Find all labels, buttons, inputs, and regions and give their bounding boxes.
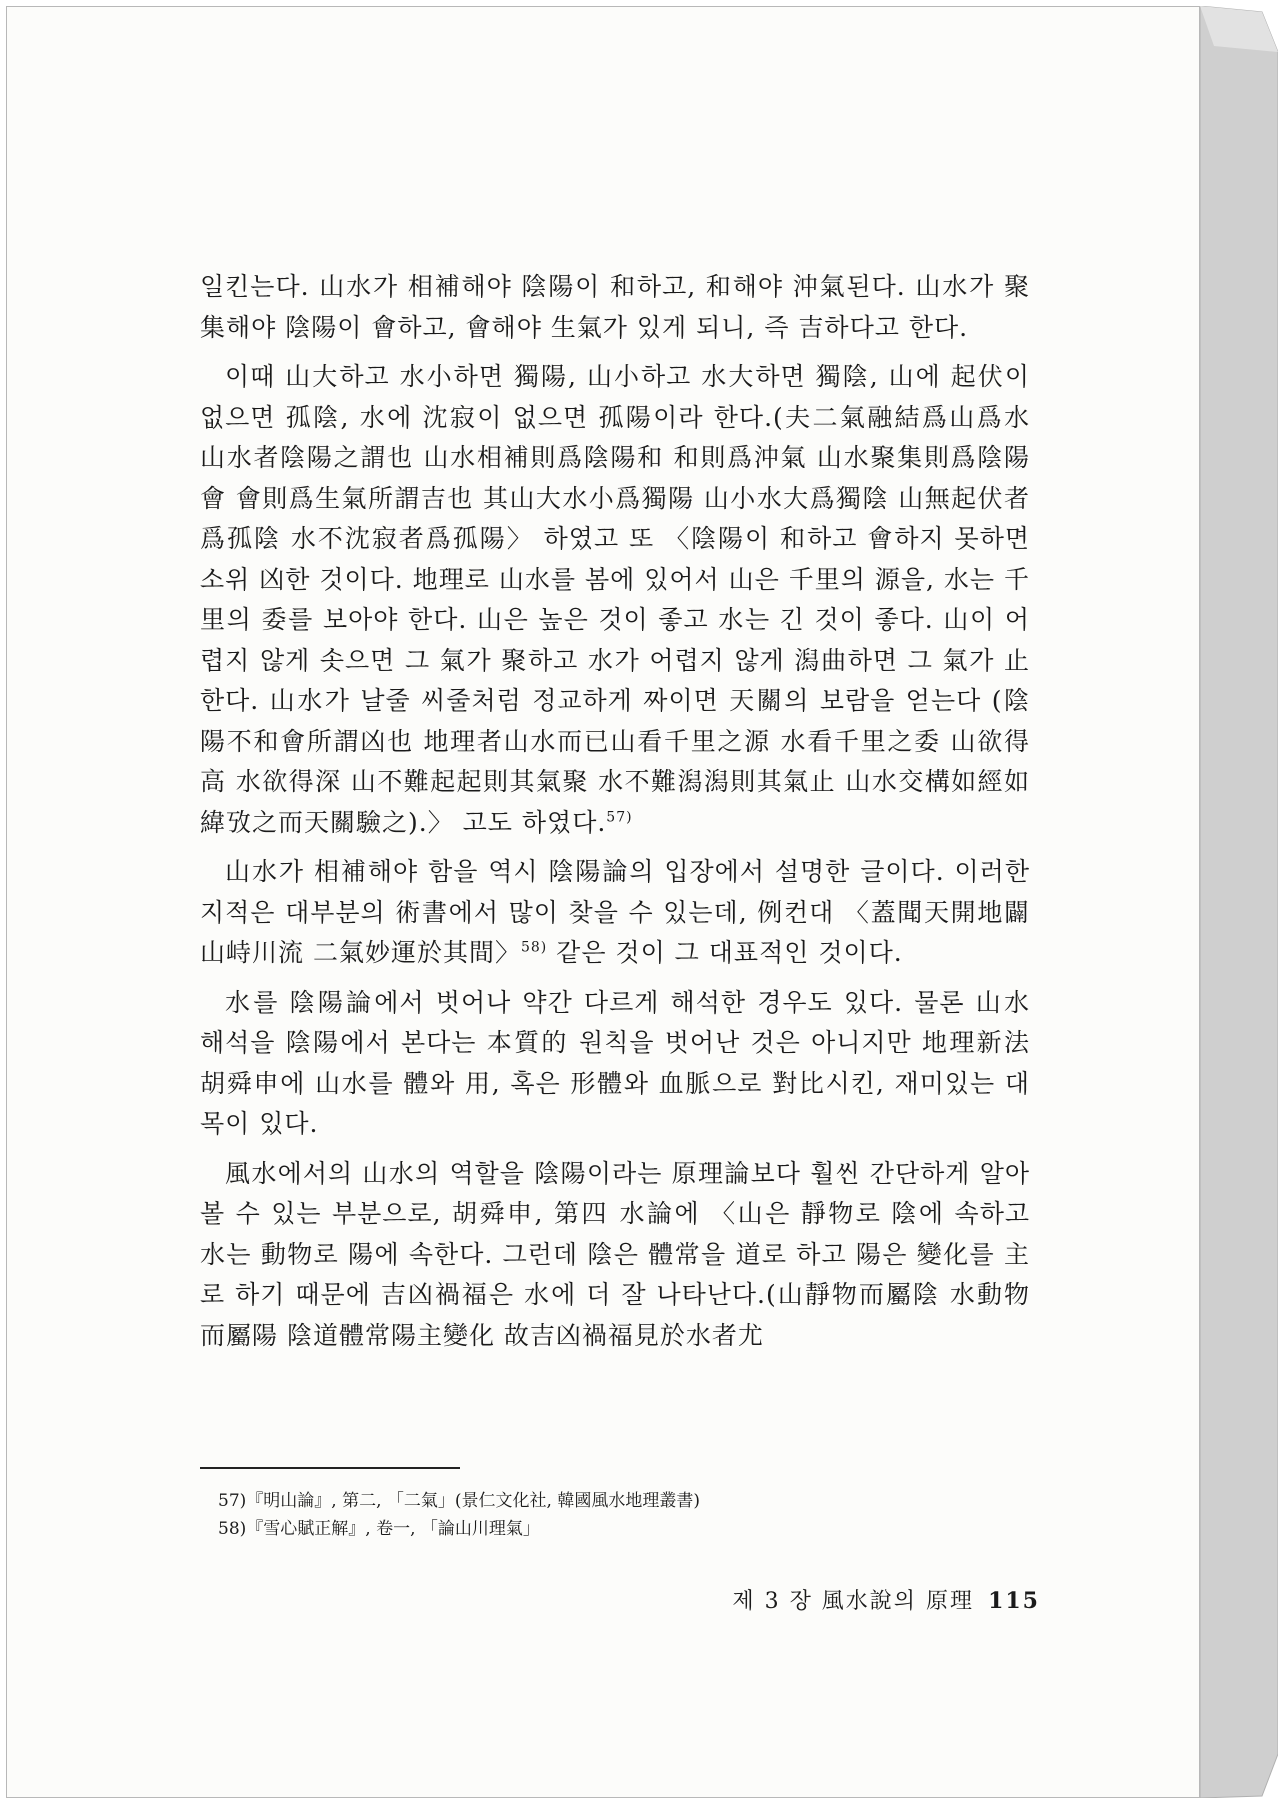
footnote-57: 57)『明山論』, 第二, 「二氣」(景仁文化社, 韓國風水地理叢書) — [218, 1491, 700, 1511]
footnote-divider — [200, 1467, 460, 1469]
paragraph-5: 風水에서의 山水의 역할을 陰陽이라는 原理論보다 훨씬 간단하게 알아볼 수 있는 부분으로, 胡舜申, 第四 水論에 〈山은 靜物로 陰에 속하고 水는 動物로 陽에 속한다. 그런데 陰은 體常을 道로 하고 陽은 變化를 主로 하기 때문에 吉凶禍福은 水에 더 잘 나타난다.(山靜物而屬陰 水動物而屬陽 陰道體常陽主變化 故吉凶禍福見於水者尤 — [200, 1158, 1030, 1350]
footnote-58: 58)『雪心賦正解』, 卷一, 「論山川理氣」 — [218, 1519, 540, 1539]
paragraph-1: 일킨는다. 山水가 相補해야 陰陽이 和하고, 和해야 沖氣된다. 山水가 聚集해야 陰陽이 會하고, 會해야 生氣가 있게 되니, 즉 吉하다고 한다. — [200, 272, 1030, 342]
paragraph-3 — [200, 852, 1030, 974]
chapter-title: 제 3 장 風水說의 原理 — [732, 1589, 975, 1614]
book-edge — [1200, 6, 1278, 1798]
footnotes — [218, 1487, 1018, 1543]
footnote-ref-58: 58) — [520, 939, 548, 956]
body-text — [200, 267, 1030, 1365]
paragraph-4: 水를 陰陽論에서 벗어나 약간 다르게 해석한 경우도 있다. 물론 山水 해석을 陰陽에서 본다는 本質的 원칙을 벗어난 것은 아니지만 地理新法 胡舜申에 山水를 體와 用, 혹은 形體와 血脈으로 對比시킨, 재미있는 대목이 있다. — [200, 987, 1030, 1138]
paragraph-2 — [200, 357, 1030, 843]
paragraph-3-tail: 같은 것이 그 대표적인 것이다. — [547, 938, 903, 967]
running-footer — [640, 1584, 1040, 1615]
paragraph-3-text: 山水가 相補해야 함을 역시 陰陽論의 입장에서 설명한 글이다. 이러한 지적은 대부분의 術書에서 많이 찾을 수 있는데, 例컨대 〈蓋聞天開地闢 山峙川流 二氣妙運於其間〉 — [200, 857, 1030, 967]
paragraph-2-text: 이때 山大하고 水小하면 獨陽, 山小하고 水大하면 獨陰, 山에 起伏이 없으면 孤陰, 水에 沈寂이 없으면 孤陽이라 한다.(夫二氣融結爲山爲水 山水者陰陽之謂也 山水相補則爲陰陽和 和則爲沖氣 山水聚集則爲陰陽會 會則爲生氣所謂吉也 其山大水小爲獨陽 山小水大爲獨陰 山無起伏者爲孤陰 水不沈寂者爲孤陽〉 하였고 또 〈陰陽이 和하고 會하지 못하면 소위 凶한 것이다. 地理로 山水를 봄에 있어서 山은 千里의 源을, 水는 千里의 委를 보아야 한다. 山은 높은 것이 좋고 水는 긴 것이 좋다. 山이 어렵지 않게 솟으면 그 氣가 聚하고 水가 어렵지 않게 潟曲하면 그 氣가 止한다. 山水가 날줄 씨줄처럼 정교하게 짜이면 天關의 보람을 얻는다 (陰陽不和會所謂凶也 地理者山水而已山看千里之源 水看千里之委 山欲得高 水欲得深 山不難起起則其氣聚 水不難潟潟則其氣止 山水交構如經如緯攷之而天關驗之).〉 고도 하였다. — [200, 362, 1030, 837]
footnote-ref-57: 57) — [606, 809, 633, 826]
book-edge-shape — [1200, 6, 1278, 1798]
page-number: 115 — [988, 1588, 1040, 1614]
